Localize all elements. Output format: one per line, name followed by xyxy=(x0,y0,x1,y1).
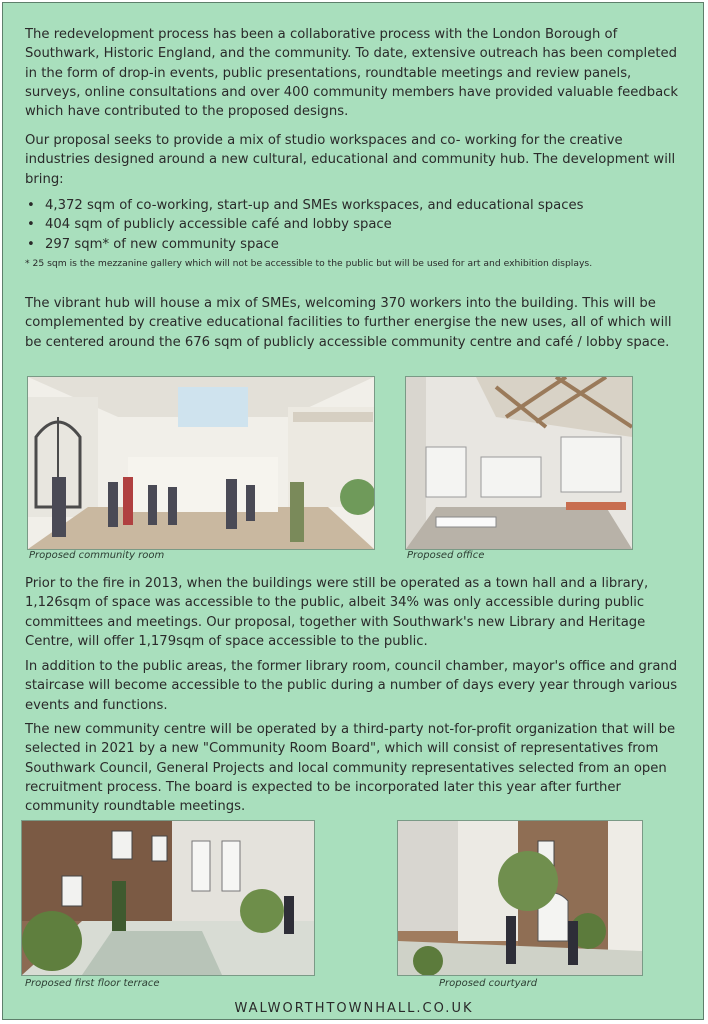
list-item: • 297 sqm* of new community space xyxy=(25,235,689,254)
courtyard-image xyxy=(397,820,643,976)
list-item: • 404 sqm of publicly accessible café and lobby space xyxy=(25,215,689,234)
website-footer: WALWORTHTOWNHALL.CO.UK xyxy=(234,1001,474,1016)
hub-paragraph: The vibrant hub will house a mix of SMEs, welcoming 370 workers into the building. This will be complemented by creative educational facilities to further energise the new uses, all of which will be centered around the 676 sqm of publicly accessible community centre and café / lobby space. xyxy=(25,296,672,350)
history-paragraph: Prior to the fire in 2013, when the buildings were still be operated as a town hall and a library, 1,126sqm of space was accessible to the public, albeit 34% was only accessible during public committees and meetings. Our proposal, together with Southwark's new Library and Heritage Centre, will offer 1,179sqm of space accessible to the public. xyxy=(25,576,649,649)
courtyard-caption: Proposed courtyard xyxy=(439,978,538,989)
terrace-caption: Proposed first floor terrace xyxy=(25,978,160,989)
list-item: • 4,372 sqm of co-working, start-up and SMEs workspaces, and educational spaces xyxy=(25,196,689,215)
proposal-paragraph: Our proposal seeks to provide a mix of studio workspaces and co- working for the creative industries designed around a new cultural, educational and community hub. The development will bring: xyxy=(25,133,676,187)
community-room-image xyxy=(27,376,375,550)
community-room-caption: Proposed community room xyxy=(29,550,165,561)
office-image xyxy=(405,376,633,550)
community-centre-paragraph: The new community centre will be operated by a third-party not-for-profit organization that will be selected in 2021 by a new "Community Room Board", which will consist of representatives from Southwark Council, General Projects and local community representatives selected from an open recruitment process. The board is expected to be incorporated later this year after further community roundtable meetings. xyxy=(25,722,676,815)
space-list xyxy=(25,196,689,254)
access-paragraph: In addition to the public areas, the former library room, council chamber, mayor's office and grand staircase will become accessible to the public during a number of days every year through various events and functions. xyxy=(25,659,678,713)
office-caption: Proposed office xyxy=(407,550,485,561)
footnote: * 25 sqm is the mezzanine gallery which will not be accessible to the public but will be used for art and exhibition displays. xyxy=(25,258,593,269)
document-page xyxy=(2,2,704,1020)
terrace-image xyxy=(21,820,315,976)
intro-paragraph: The redevelopment process has been a collaborative process with the London Borough of Southwark, Historic England, and the community. To date, extensive outreach has been completed in the form of drop-in events, public presentations, roundtable meetings and review panels, surveys, online consultations and over 400 community members have provided valuable feedback which have contributed to the proposed designs. xyxy=(25,27,679,120)
